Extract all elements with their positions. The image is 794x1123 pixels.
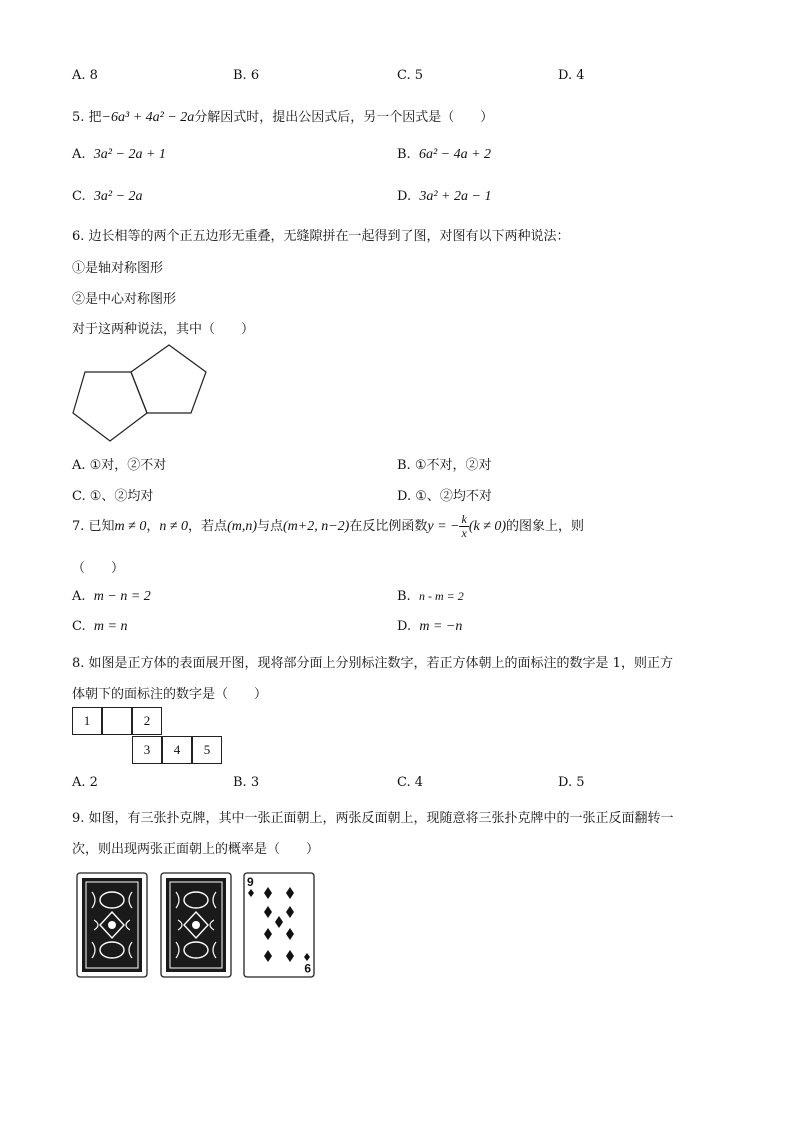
q7-text: 在反比例函数	[349, 519, 428, 534]
q6-choice-b: B. ①不对，②对	[397, 458, 492, 473]
q5-choice-c	[72, 189, 143, 205]
q5-choice-a	[72, 147, 166, 163]
q6-choice-c: C. ①、②均对	[72, 489, 154, 504]
choice-label: A.	[72, 147, 86, 162]
left-pentagon	[73, 372, 147, 441]
choice-label: B.	[397, 147, 411, 162]
q5-choice-d	[397, 189, 491, 205]
q8-choice-c: C. 4	[397, 775, 424, 790]
choice-expression: m − n = 2	[93, 589, 151, 604]
choice-expression: 3a² − 2a	[93, 189, 143, 204]
q7-condition-m: m ≠ 0	[114, 519, 147, 534]
choice-expression: 3a² + 2a − 1	[419, 189, 492, 204]
q7-stem-start: 7. 已知	[72, 519, 115, 534]
q7-text: 与点	[257, 519, 284, 534]
q8-choice-a: A. 2	[72, 775, 98, 790]
q6-question: 对于这两种说法，其中（ ）	[72, 322, 255, 337]
fraction-numerator: k	[461, 512, 467, 526]
q4-choice-a: A. 8	[72, 68, 98, 83]
q7-choice-c	[72, 619, 127, 635]
q7-choice-d	[397, 619, 462, 635]
q7-function-condition: (k ≠ 0)	[468, 519, 507, 534]
card-back-2	[160, 872, 232, 978]
choice-label: D.	[397, 189, 412, 204]
choice-label: C.	[72, 619, 86, 634]
q6-stem: 6. 边长相等的两个正五边形无重叠，无缝隙拼在一起得到了图，对图有以下两种说法：	[72, 229, 570, 244]
card-rank-top: 9	[247, 875, 254, 889]
q7-stem	[72, 512, 584, 542]
net-cell	[102, 707, 132, 735]
q7-point-2: (m+2, n−2)	[283, 519, 350, 534]
q8-stem-line-2: 体朝下的面标注的数字是（ ）	[72, 687, 268, 702]
choice-label: C.	[72, 189, 86, 204]
q6-statement-2: ②是中心对称图形	[72, 292, 177, 307]
q6-choice-a: A. ①对，②不对	[72, 458, 167, 473]
q5-choice-b	[397, 147, 491, 163]
choice-expression: m = n	[93, 619, 128, 634]
q4-choice-d: D. 4	[558, 68, 585, 83]
choice-expression: n - m = 2	[418, 589, 464, 603]
net-cell: 3	[132, 736, 162, 764]
q8-stem-line-1: 8. 如图是正方体的表面展开图，现将部分面上分别标注数字，若正方体朝上的面标注的数字是 1，则正方	[72, 656, 673, 671]
q8-choice-d: D. 5	[558, 775, 585, 790]
q7-choice-b	[397, 589, 464, 604]
choice-label: D.	[397, 619, 412, 634]
choice-expression: 6a² − 4a + 2	[418, 147, 492, 162]
q7-point-1: (m,n)	[227, 519, 257, 534]
q7-choice-a	[72, 589, 151, 605]
choice-expression: 3a² − 2a + 1	[93, 147, 166, 162]
net-cell: 5	[192, 736, 222, 764]
q5-suffix: 分解因式时，提出公因式后，另一个因式是（ ）	[194, 110, 494, 125]
q8-choice-b: B. 3	[233, 775, 260, 790]
fraction-denominator: x	[461, 526, 467, 540]
q5-expression: −6a³ + 4a² − 2a	[101, 110, 195, 125]
q7-separator: ，	[146, 519, 160, 534]
q7-answer-paren: （ ）	[72, 561, 125, 576]
right-pentagon	[131, 345, 206, 413]
choice-label: B.	[397, 589, 411, 604]
q5-stem	[72, 106, 493, 126]
q7-text: ，若点	[188, 519, 228, 534]
q7-stem-end: 的图象上，则	[506, 519, 585, 534]
q5-prefix: 5. 把	[72, 110, 102, 125]
choice-label: A.	[72, 589, 86, 604]
q6-pentagon-figure	[68, 340, 213, 445]
q7-function-lhs: y = −	[427, 519, 460, 534]
card-face-nine-diamonds	[243, 872, 315, 978]
q7-fraction	[459, 513, 468, 540]
q6-choice-d: D. ①、②均不对	[397, 489, 492, 504]
q4-choice-c: C. 5	[397, 68, 424, 83]
net-cell: 2	[132, 707, 162, 735]
q9-stem-line-1: 9. 如图，有三张扑克牌，其中一张正面朝上，两张反面朝上，现随意将三张扑克牌中的一张正反面翻转一	[72, 811, 674, 826]
q9-stem-line-2: 次，则出现两张正面朝上的概率是（ ）	[72, 842, 320, 857]
q4-choice-b: B. 6	[233, 68, 260, 83]
q7-condition-n: n ≠ 0	[159, 519, 189, 534]
choice-expression: m = −n	[419, 619, 463, 634]
q6-statement-1: ①是轴对称图形	[72, 261, 164, 276]
card-back-1	[76, 872, 148, 978]
net-cell: 4	[162, 736, 192, 764]
net-cell: 1	[72, 707, 102, 735]
card-rank-bottom: 9	[304, 961, 311, 975]
